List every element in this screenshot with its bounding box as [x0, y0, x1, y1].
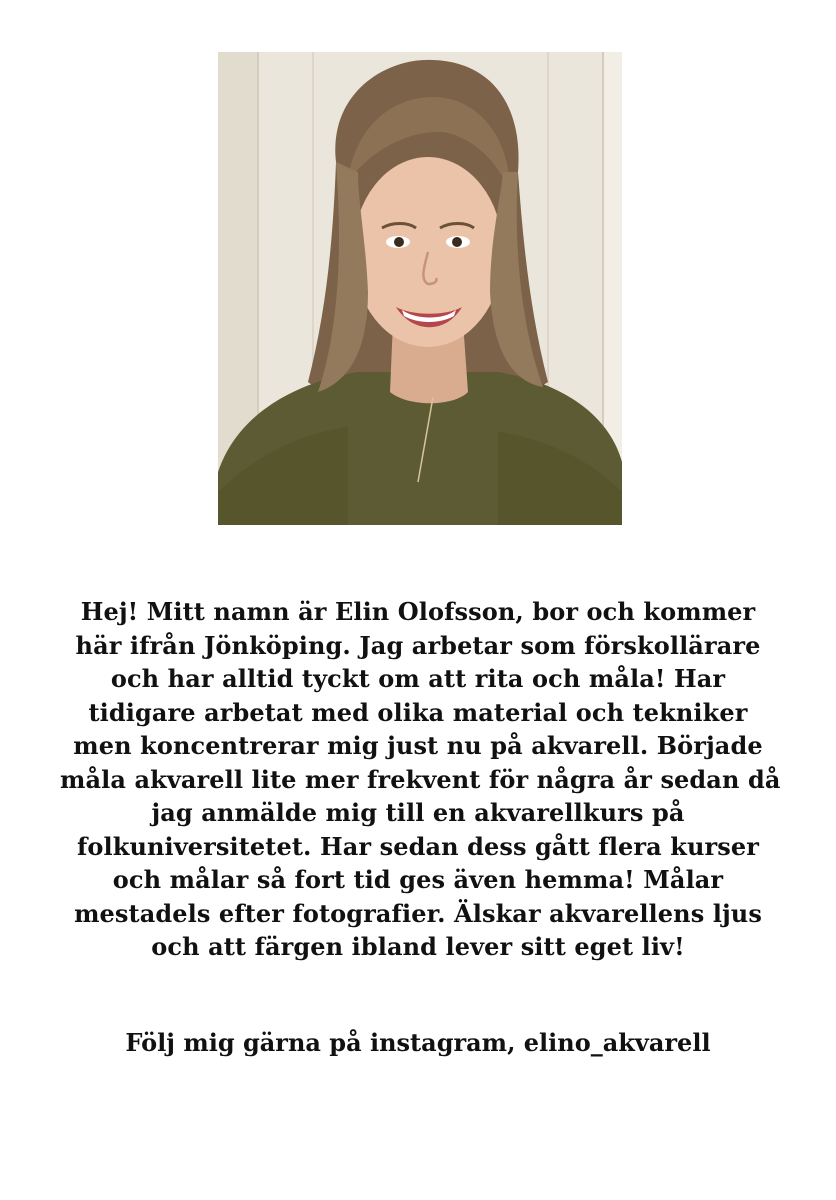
profile-photo: [218, 52, 622, 525]
bio-line: måla akvarell lite mer frekvent för några år sedan då: [60, 764, 781, 794]
portrait-photo-icon: [218, 52, 622, 525]
bio-line: folkuniversitetet. Har sedan dess gått flera kurser: [76, 831, 760, 861]
bio-line: här ifrån Jönköping. Jag arbetar som förskollärare: [75, 630, 761, 660]
bio-text: [60, 595, 781, 964]
bio-line: mestadels efter fotografier. Älskar akvarellens ljus: [74, 898, 762, 928]
bio-line: och har alltid tyckt om att rita och måla! Har: [110, 664, 726, 693]
bio-line: Hej! Mitt namn är Elin Olofsson, bor och kommer: [80, 597, 756, 626]
bio-line: jag anmälde mig till en akvarellkurs på: [151, 798, 685, 827]
bio-line: tidigare arbetat med olika material och tekniker: [88, 697, 748, 727]
bio-line: och att färgen ibland lever sitt eget liv!: [151, 932, 685, 961]
bio-line: men koncentrerar mig just nu på akvarell. Började: [73, 731, 763, 760]
bio-line: och målar så fort tid ges även hemma! Målar: [112, 865, 724, 894]
instagram-follow-text: Följ mig gärna på instagram, elino_akvarell: [125, 1028, 711, 1057]
